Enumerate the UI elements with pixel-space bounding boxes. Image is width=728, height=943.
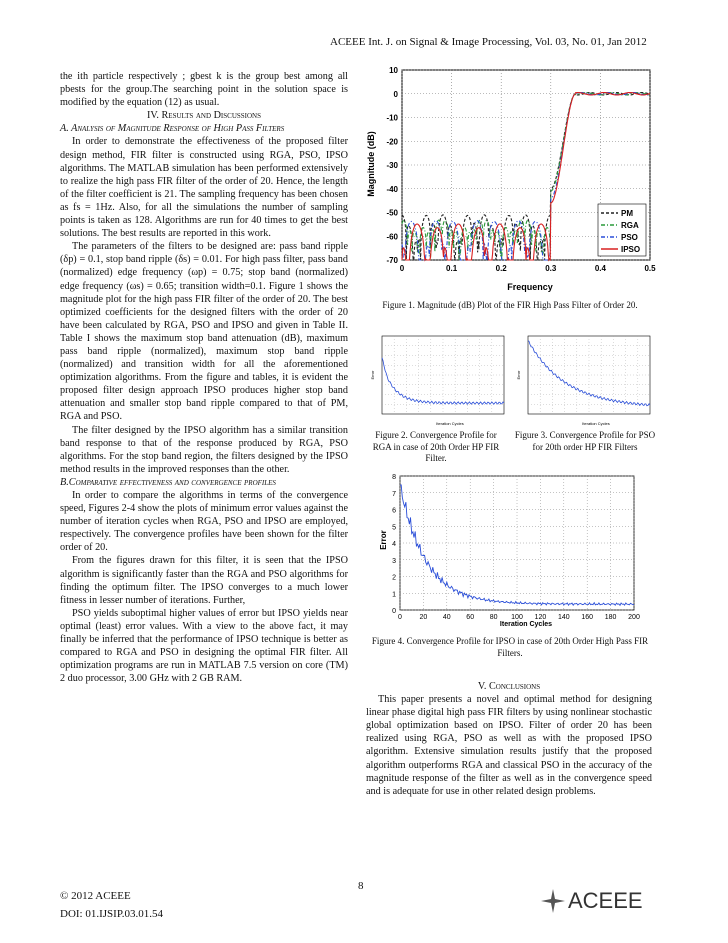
fig4-ytick-label: 5 <box>392 524 396 532</box>
fig4-xtick-label: 100 <box>511 614 523 621</box>
fig4-xtick-label: 140 <box>557 614 570 621</box>
fig4-xtick-label: 0 <box>398 614 402 621</box>
logo-text: ACEEE <box>568 888 643 913</box>
running-header: ACEEE Int. J. on Signal & Image Processing, Vol. 03, No. 01, Jan 2012 <box>330 36 647 48</box>
conclusion-paragraph: This paper presents a novel and optimal method for designing linear phase digital high pass FIR filters by using nonlinear stochastic global optimization based on IPSO. Filter of order 20 has been realized using RGA, PSO as well as with the proposed IPSO algorithm. Extensive simulation results justify that the proposed algorithm outperforms RGA and classical PSO in the accuracy of the magnitude response of the filter as well as in the convergence speed and is adequate for use in other related design problems. <box>366 694 652 797</box>
fig1-y-ticks <box>386 66 398 265</box>
fig1-ytick-label: -70 <box>386 256 398 265</box>
fig4-xtick-label: 40 <box>442 614 451 621</box>
fig4-x-ticks <box>398 614 640 621</box>
fig4-xtick-label: 80 <box>489 614 498 621</box>
fig1-xtick-label: 0.5 <box>644 264 656 273</box>
figure-3-caption: Figure 3. Convergence Profile for PSO for 20th order HP FIR Filters <box>514 430 656 452</box>
fig3-ylabel: Error <box>516 370 521 380</box>
section-4-title: IV. Results and Discussions <box>146 110 262 122</box>
fig3-xlabel: Iteration Cycles <box>582 421 610 426</box>
fig1-ytick-label: -60 <box>386 232 398 242</box>
fig4-ytick-label: 1 <box>392 591 396 599</box>
fig1-legend-label: RGA <box>621 221 639 230</box>
fig4-xtick-label: 160 <box>581 614 594 621</box>
section-5-title: V. Conclusions <box>477 681 541 692</box>
fig1-ytick-label: -30 <box>386 161 398 170</box>
fig1-ytick-label: -10 <box>386 113 398 123</box>
fig4-xtick-label: 120 <box>534 614 547 621</box>
figure-2-convergence-rga <box>370 330 508 428</box>
paragraph: From the figures drawn for this filter, it is seen that the IPSO algorithm is significantly faster than the RGA and PSO algorithms for finding the optimum filter. The IPSO converges to a much lower fitness in lesser number of iterations. Further, <box>60 555 348 606</box>
fig1-ylabel: Magnitude (dB) <box>366 131 376 197</box>
fig1-ytick-label: -20 <box>386 137 398 147</box>
fig2-xlabel: Iteration Cycles <box>436 421 464 426</box>
subsection-b-title: B.Comparative effectiveness and convergence profiles <box>60 476 276 488</box>
fig4-ytick-label: 8 <box>392 474 396 481</box>
fig4-ytick-label: 6 <box>392 507 396 515</box>
fig4-xtick-label: 200 <box>628 614 640 621</box>
fig1-legend-label: PM <box>621 209 633 218</box>
fig1-x-ticks <box>400 264 656 273</box>
fig4-xtick-label: 20 <box>419 614 428 621</box>
left-column <box>60 70 348 685</box>
aceee-logo-icon <box>540 888 566 914</box>
paragraph: The parameters of the filters to be designed are: pass band ripple (δp) = 0.1, stop band ripple (δs) = 0.01. For high pass filter, pass band (normalized) edge frequency (ωp) = 0.75; stop band (normalized) edge frequency (ωs) = 0.65; transition width=0.1. Figure 1 shows the magnitude plot for the high pass FIR filter of the order of 20. The best optimized coefficients for the designed filters with the order of 20 have been calculated by RGA, PSO and IPSO and given in Table II. Table I shows the maximum stop band attenuation (dB), maximum pass band ripple (normalized), maximum stop band ripple (normalized) and transition width for all the aforementioned optimization algorithms. From the figure and tables, it is evident the proposed filter design approach IPSO produces higher stop band attenuation and smaller stop band ripple compared to that of PM, RGA and PSO. <box>60 241 348 423</box>
footer-copyright: © 2012 ACEEE <box>60 890 131 902</box>
fig1-xtick-label: 0.3 <box>545 264 557 273</box>
right-column <box>366 680 652 798</box>
fig4-ytick-label: 2 <box>392 574 396 582</box>
fig4-xtick-label: 180 <box>604 614 617 621</box>
fig2-body <box>382 336 504 414</box>
fig4-ytick-label: 0 <box>392 608 396 615</box>
fig4-xlabel: Iteration Cycles <box>499 621 553 628</box>
figure-2-caption: Figure 2. Convergence Profile for RGA in case of 20th Order HP FIR Filter. <box>372 430 500 463</box>
fig1-legend-label: IPSO <box>621 245 641 254</box>
figure-1-magnitude-plot <box>360 64 660 300</box>
fig1-xtick-label: 0 <box>399 264 405 273</box>
fig3-body <box>528 336 650 414</box>
fig1-xtick-label: 0.4 <box>594 264 606 273</box>
paragraph: PSO yields suboptimal higher values of error but IPSO yields near optimal (least) error values. With a view to the above fact, it may finally be inferred that the performance of IPSO technique is better as compared to RGA and PSO in designing the optimal FIR filter. All optimization programs are run in MATLAB 7.5 version on core (TM) 2 duo processor, 3.00 GHz with 2 GB RAM. <box>60 607 348 685</box>
fig1-legend <box>598 204 646 256</box>
fig4-ytick-label: 3 <box>392 557 396 565</box>
fig1-ytick-label: 0 <box>393 89 398 99</box>
fig4-ytick-label: 4 <box>392 541 396 548</box>
figure-4-caption: Figure 4. Convergence Profile for IPSO in case of 20th Order High Pass FIR Filters. <box>371 636 649 658</box>
aceee-logo <box>540 888 643 914</box>
fig1-xtick-label: 0.2 <box>495 264 507 273</box>
fig4-y-ticks <box>392 474 396 615</box>
figure-3-convergence-pso <box>516 330 656 428</box>
page-number: 8 <box>358 880 364 892</box>
fig4-ytick-label: 7 <box>392 490 396 498</box>
paragraph: In order to demonstrate the effectiveness of the proposed filter design method, FIR filter is constructed using RGA, PSO, IPSO algorithms. The MATLAB simulation has been performed extensively to realize the high pass FIR filter of the order of 20. Hence, the length of the filter coefficient is 21. The sampling frequency has been chosen as fs = 1Hz. Also, for all the simulations the number of sampling points is taken as 128. Algorithms are run for 40 times to get the best solutions. The best results are reported in this work. <box>60 136 348 240</box>
paragraph: The filter designed by the IPSO algorithm has a similar transition band response to that of the response produced by RGA, PSO algorithms. For the stop band region, the filters designed by the IPSO method results in the improved responses than the other. <box>60 424 348 475</box>
fig4-xtick-label: 60 <box>466 614 475 621</box>
subsection-a-title: A. Analysis of Magnitude Response of High Pass Filters <box>60 123 285 135</box>
figure-1-caption: Figure 1. Magnitude (dB) Plot of the FIR High Pass Filter of Order 20. <box>382 300 638 310</box>
figure-4-convergence-ipso <box>376 470 640 630</box>
fig1-ytick-label: 10 <box>389 66 398 75</box>
fig1-legend-label: PSO <box>621 233 638 242</box>
fig4-ylabel: Error <box>379 530 388 550</box>
paragraph: In order to compare the algorithms in terms of the convergence speed, Figures 2-4 show the plots of minimum error values against the number of iteration cycles when RGA, PSO and IPSO are employed, respectively. The convergence profiles have been shown for the filter order of 20. <box>60 490 348 554</box>
intro-paragraph: the ith particle respectively ; gbest k is the group best among all pbests for the group.The searching point in the solution space is modified by the equation (12) as usual. <box>60 71 348 109</box>
fig1-xlabel: Frequency <box>507 282 553 292</box>
fig4-grid <box>400 476 634 610</box>
footer-doi: DOI: 01.IJSIP.03.01.54 <box>60 908 163 920</box>
fig1-xtick-label: 0.1 <box>446 264 458 273</box>
fig1-ytick-label: -50 <box>386 208 398 218</box>
fig2-ylabel: Error <box>370 370 375 380</box>
fig1-ytick-label: -40 <box>386 184 398 194</box>
